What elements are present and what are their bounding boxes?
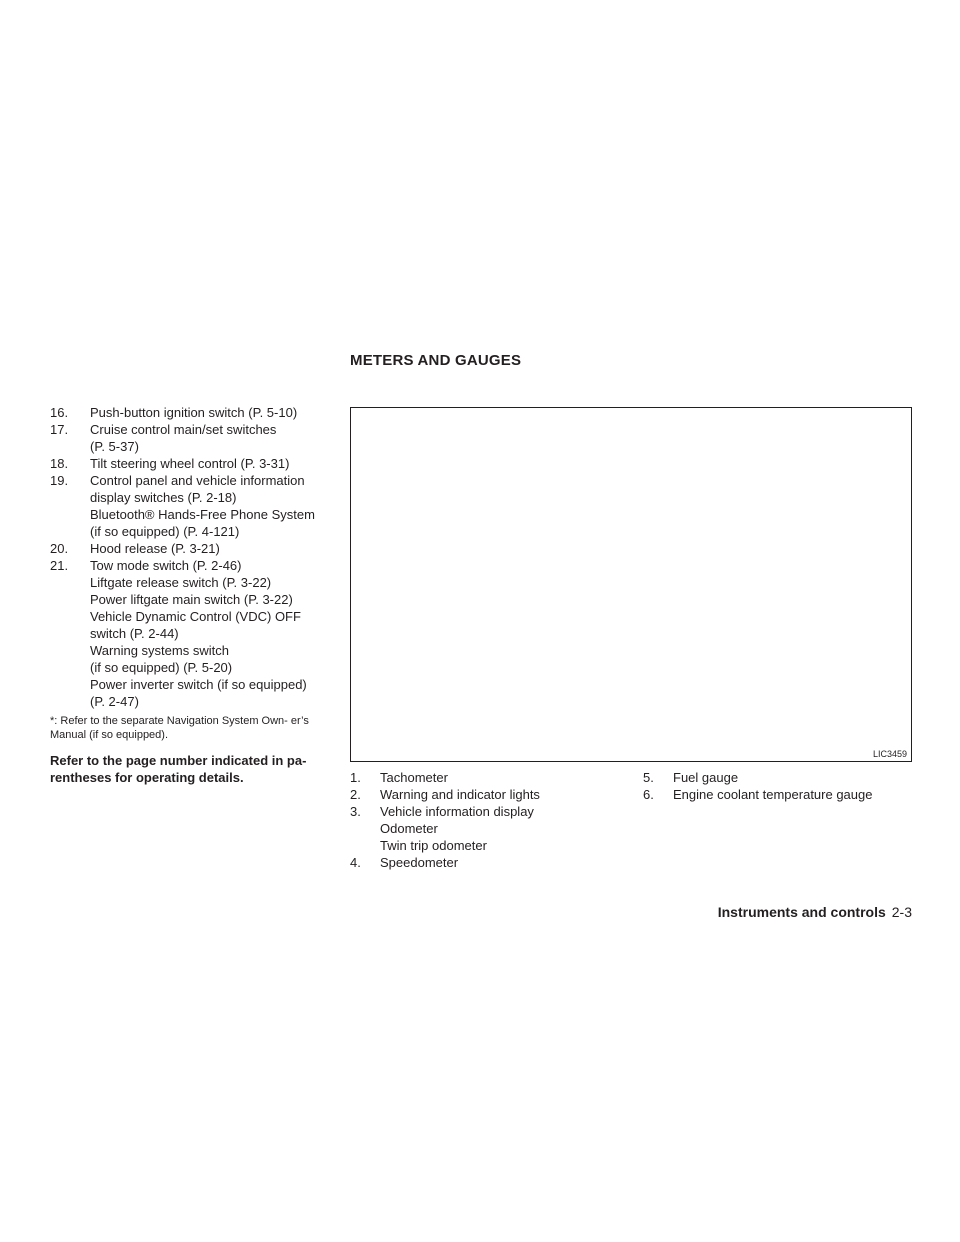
item-text: Speedometer [380, 855, 459, 870]
figure-caption-right [643, 769, 913, 803]
meters-figure [350, 407, 912, 762]
item-number: 16. [50, 405, 69, 420]
item-subline: (P. 5-37) [90, 439, 139, 454]
section-title: METERS AND GAUGES [350, 352, 522, 369]
item-subline: Liftgate release switch (P. 3-22) [90, 575, 272, 590]
list-item [50, 421, 346, 438]
item-subline: Vehicle Dynamic Control (VDC) OFF [90, 609, 301, 624]
list-item [350, 854, 640, 871]
item-text: Control panel and vehicle information [90, 473, 305, 488]
list-item [350, 769, 640, 786]
item-text: Fuel gauge [673, 770, 739, 785]
figure-caption-left [350, 769, 640, 871]
list-item [643, 786, 913, 803]
item-subline: Power liftgate main switch (P. 3-22) [90, 592, 293, 607]
item-number: 21. [50, 558, 69, 573]
item-subline: (if so equipped) (P. 5-20) [90, 660, 233, 675]
list-item [50, 404, 346, 421]
item-text: Engine coolant temperature gauge [673, 787, 873, 802]
item-number: 2. [350, 787, 361, 802]
list-item [50, 540, 346, 557]
item-number: 3. [350, 804, 361, 819]
item-subline: (if so equipped) (P. 4-121) [90, 524, 240, 539]
item-text: Hood release (P. 3-21) [90, 541, 220, 556]
item-number: 20. [50, 541, 69, 556]
list-item [50, 455, 346, 472]
list-item [350, 786, 640, 803]
item-number: 6. [643, 787, 654, 802]
item-number: 19. [50, 473, 69, 488]
list-item [50, 557, 346, 574]
control-list [50, 404, 346, 710]
item-text: Cruise control main/set switches [90, 422, 277, 437]
item-subline: Twin trip odometer [380, 838, 487, 853]
footer-section: Instruments and controls [717, 904, 886, 920]
item-text: Warning and indicator lights [380, 787, 540, 802]
list-item [50, 472, 346, 489]
item-number: 4. [350, 855, 361, 870]
item-subline: (P. 2-47) [90, 694, 139, 709]
figure-id: LIC3459 [872, 749, 907, 759]
item-text: Push-button ignition switch (P. 5-10) [90, 405, 298, 420]
item-number: 18. [50, 456, 69, 471]
list-item [350, 803, 640, 820]
page-footer [718, 904, 912, 920]
item-subline: Bluetooth® Hands-Free Phone System [90, 507, 315, 522]
item-number: 5. [643, 770, 654, 785]
item-subline: Power inverter switch (if so equipped) [90, 677, 307, 692]
item-number: 1. [350, 770, 361, 785]
left-column [50, 404, 346, 786]
item-text: Tow mode switch (P. 2-46) [90, 558, 242, 573]
item-subline: display switches (P. 2-18) [90, 490, 237, 505]
list-item [643, 769, 913, 786]
footnote: *: Refer to the separate Navigation System Own- er’s Manual (if so equipped). [50, 715, 309, 741]
page-number: 2-3 [891, 904, 912, 920]
item-subline: switch (P. 2-44) [90, 626, 179, 641]
item-text: Tachometer [380, 770, 448, 785]
item-number: 17. [50, 422, 69, 437]
item-subline: Warning systems switch [90, 643, 229, 658]
item-subline: Odometer [380, 821, 438, 836]
item-text: Tilt steering wheel control (P. 3-31) [90, 456, 290, 471]
item-text: Vehicle information display [380, 804, 534, 819]
page-reference-note: Refer to the page number indicated in pa- rentheses for operating details. [50, 753, 307, 785]
